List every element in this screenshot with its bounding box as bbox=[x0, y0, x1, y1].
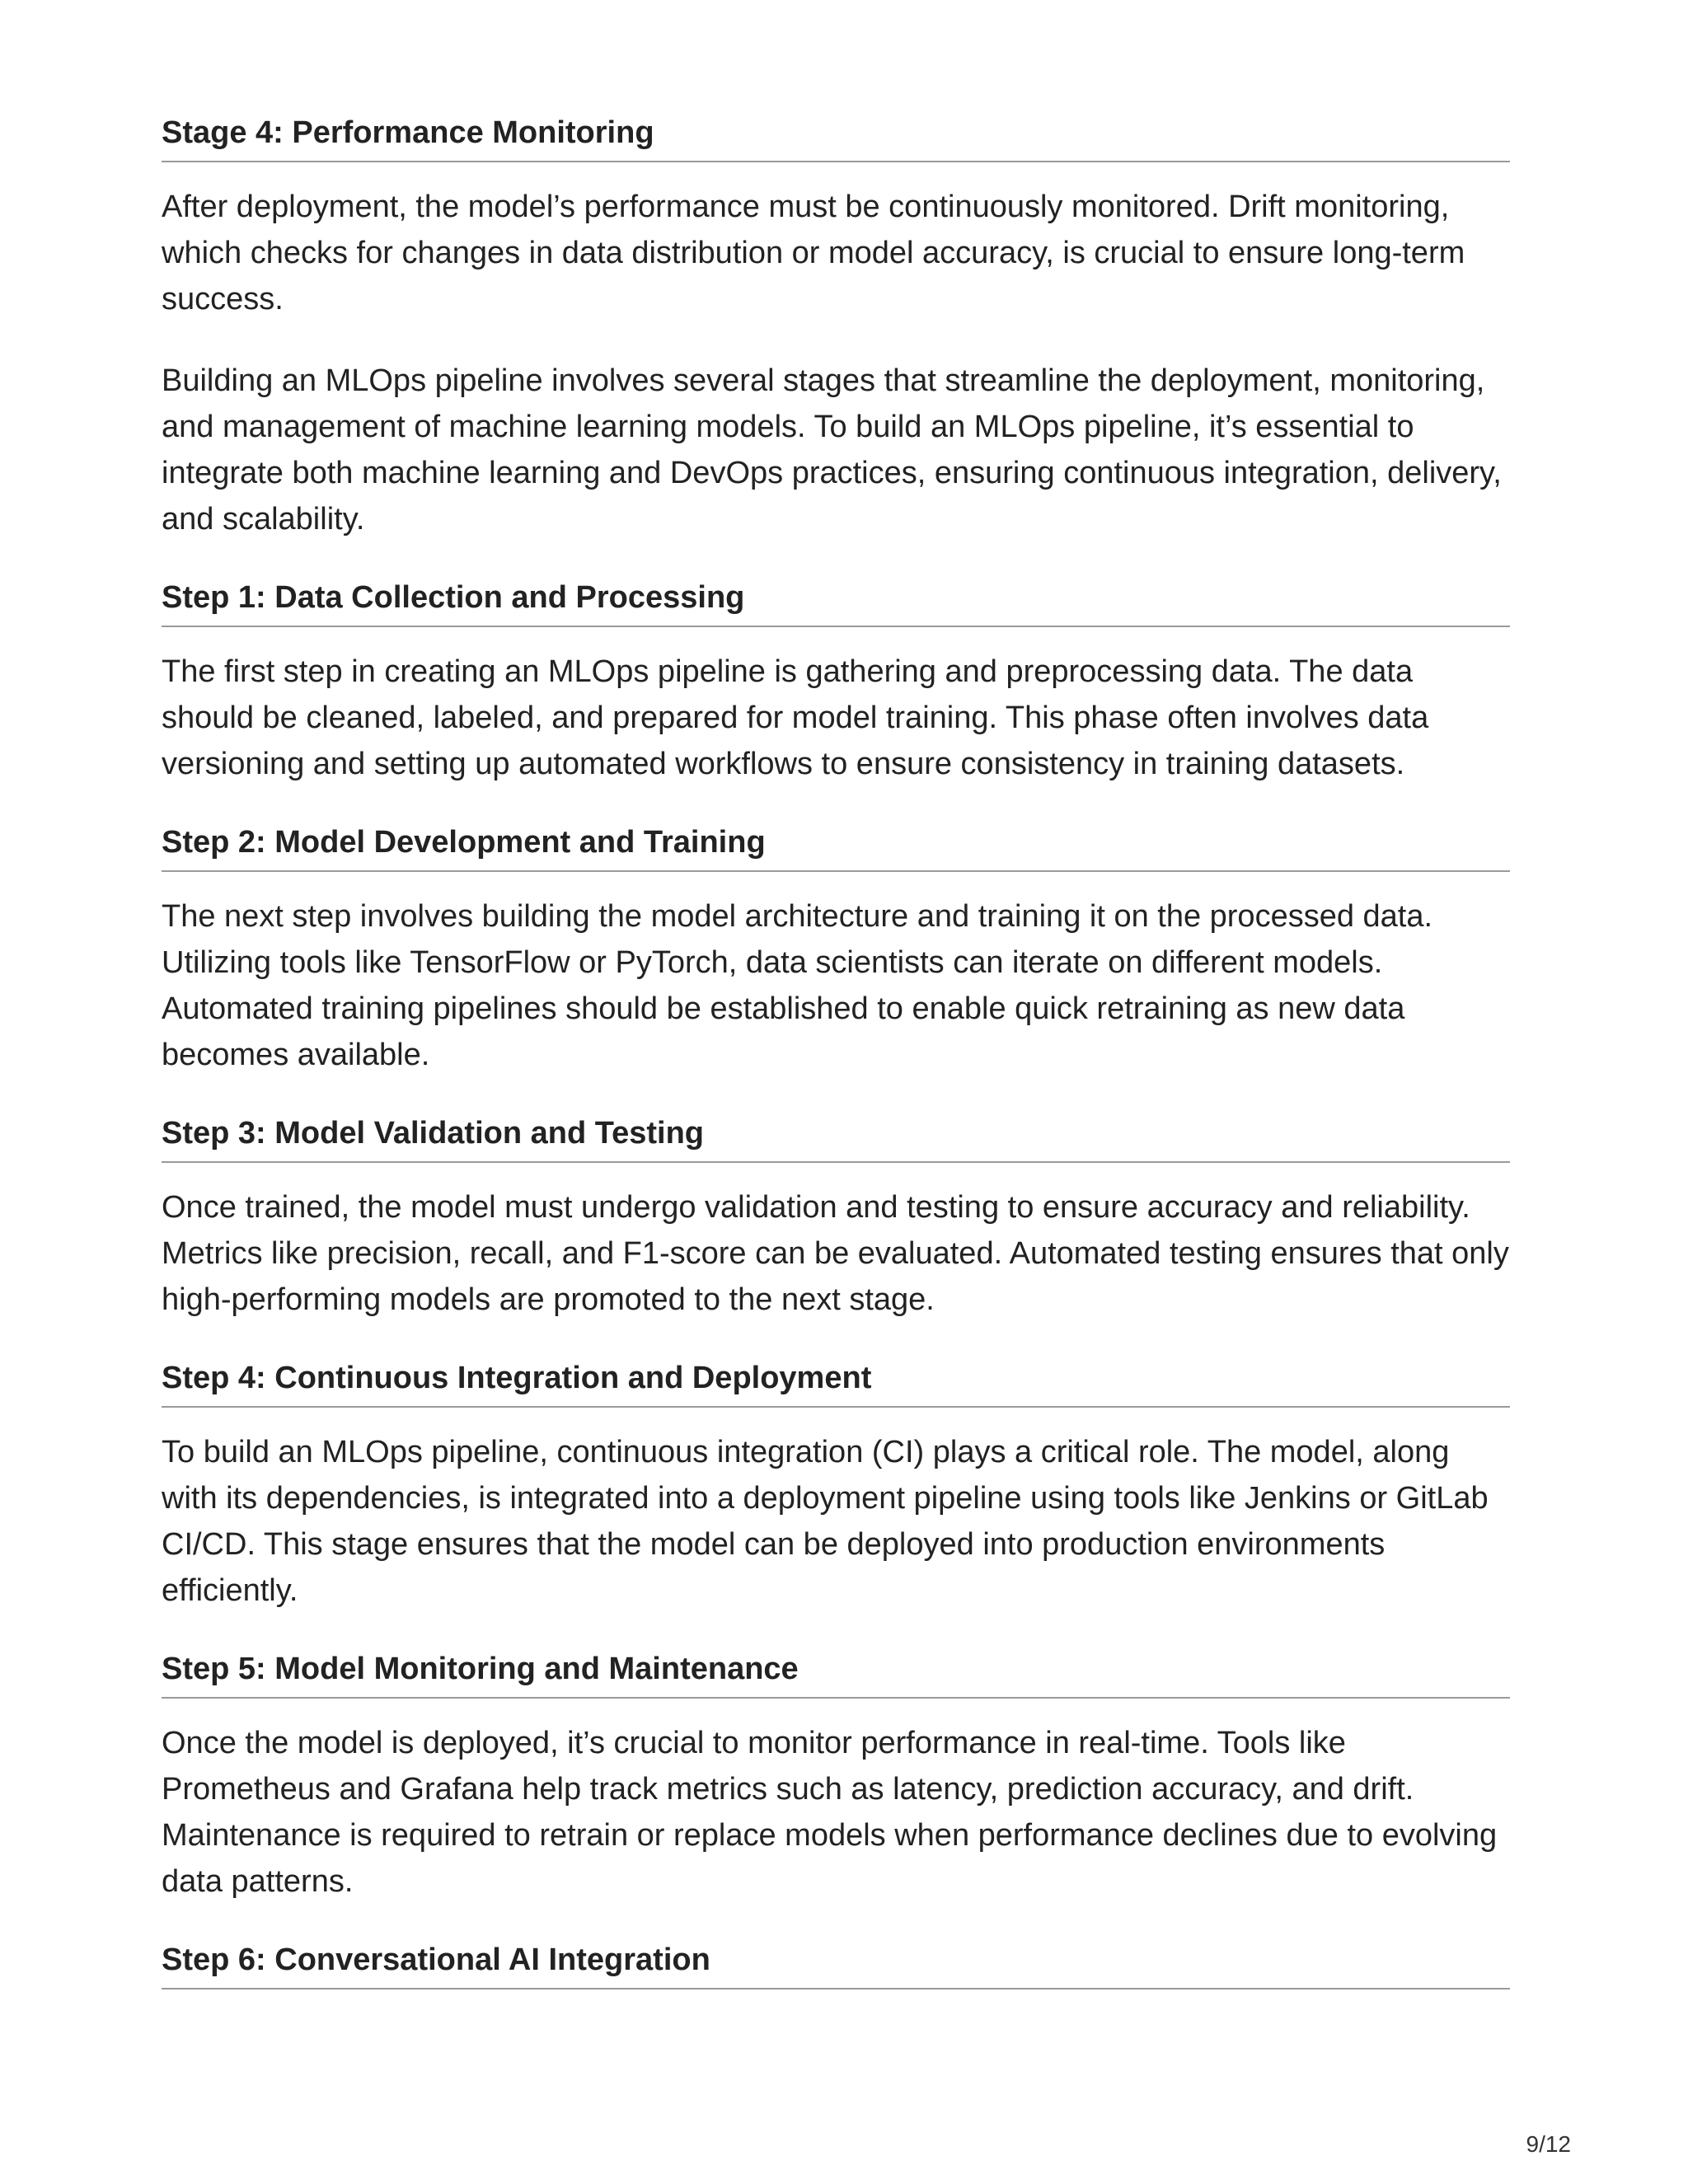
page-number: 9/12 bbox=[1526, 2131, 1571, 2157]
document-body bbox=[162, 113, 1510, 2011]
section-heading-stage-4: Stage 4: Performance Monitoring bbox=[162, 113, 1510, 162]
paragraph-mlops-overview: Building an MLOps pipeline involves several stages that streamline the deployment, monitoring, and management of machine learning models. To build an MLOps pipeline, it’s essential to integrate both machine learning and DevOps practices, ensuring continuous integration, delivery, and scalability. bbox=[162, 363, 1502, 537]
section-heading-step-5: Step 5: Model Monitoring and Maintenance bbox=[162, 1649, 1510, 1699]
section-heading-step-6: Step 6: Conversational AI Integration bbox=[162, 1940, 1510, 1990]
section-heading-step-1: Step 1: Data Collection and Processing bbox=[162, 578, 1510, 627]
paragraph-model-development: The next step involves building the model architecture and training it on the processed data. Utilizing tools like TensorFlow or PyTorch, data scientists can iterate on different models. Automated training pipelines should be established to enable quick retraining as new data becomes available. bbox=[162, 899, 1433, 1072]
paragraph-model-monitoring: Once the model is deployed, it’s crucial to monitor performance in real-time. Tools like Prometheus and Grafana help track metrics such as latency, prediction accuracy, and drift. Maintenance is required to retrain or replace models when performance declines due to evolving data patterns. bbox=[162, 1726, 1498, 1899]
paragraph-data-collection: The first step in creating an MLOps pipeline is gathering and preprocessing data. The data should be cleaned, labeled, and prepared for model training. This phase often involves data versioning and setting up automated workflows to ensure consistency in training datasets. bbox=[162, 654, 1429, 781]
section-heading-step-2: Step 2: Model Development and Training bbox=[162, 823, 1510, 872]
paragraph-model-validation: Once trained, the model must undergo validation and testing to ensure accuracy and reliability. Metrics like precision, recall, and F1-score can be evaluated. Automated testing ensures that only high-performing models are promoted to the next stage. bbox=[162, 1190, 1509, 1317]
paragraph-performance-monitoring: After deployment, the model’s performance must be continuously monitored. Drift monitoring, which checks for changes in data distribution or model accuracy, is crucial to ensure long-term success. bbox=[162, 190, 1465, 316]
paragraph-ci-deployment: To build an MLOps pipeline, continuous integration (CI) plays a critical role. The model, along with its dependencies, is integrated into a deployment pipeline using tools like Jenkins or GitLab CI/CD. This stage ensures that the model can be deployed into production environments efficiently. bbox=[162, 1435, 1489, 1608]
section-heading-step-3: Step 3: Model Validation and Testing bbox=[162, 1113, 1510, 1163]
section-heading-step-4: Step 4: Continuous Integration and Deployment bbox=[162, 1358, 1510, 1408]
